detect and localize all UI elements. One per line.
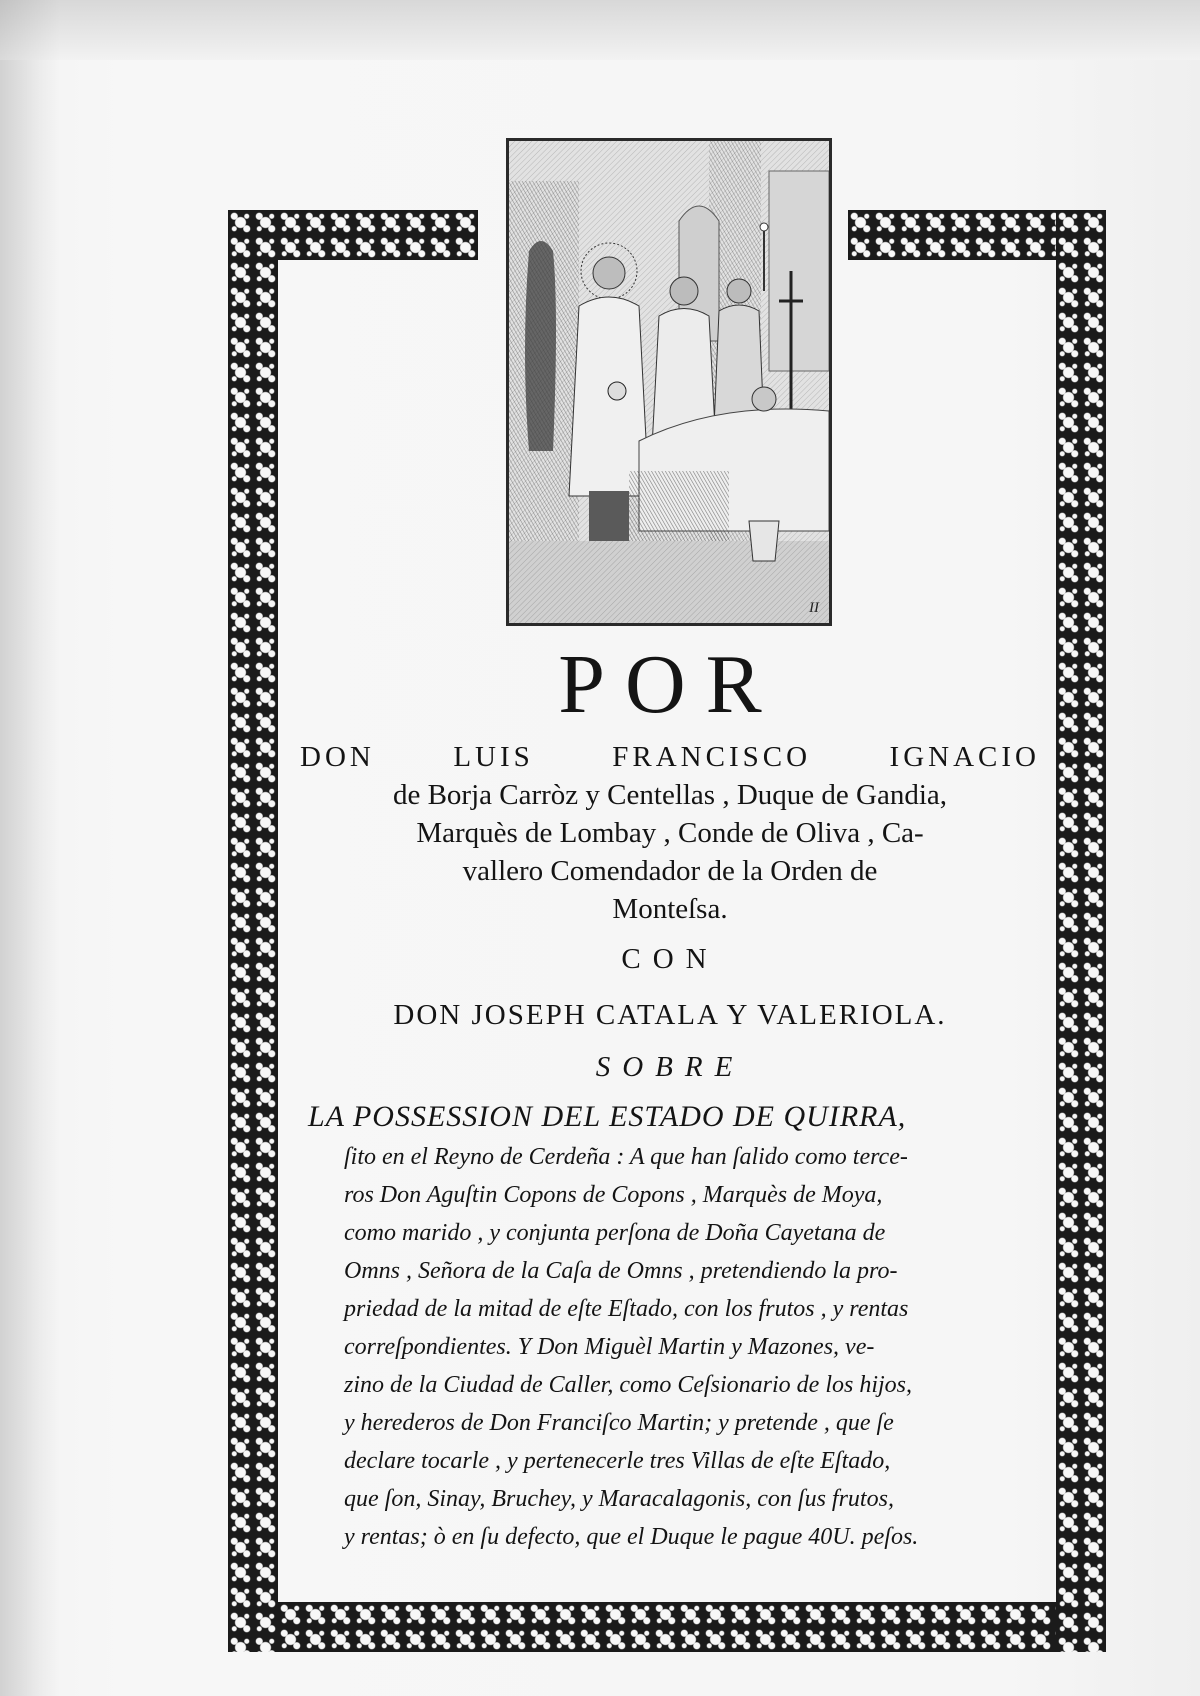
party1-line: Monteſsa. — [612, 893, 728, 925]
party1-line: de Borja Carròz y Centellas , Duque de Gandia, — [392, 779, 948, 811]
border-bottom-segment — [228, 1602, 1106, 1652]
con-heading: CON — [621, 943, 719, 975]
subject-line: que ſon, Sinay, Bruchey, y Maracalagonis, con ſus frutos, — [344, 1486, 894, 1512]
border-left-segment — [228, 210, 278, 1652]
subject-line: declare tocarle , y pertenecerle tres Villas de eſte Eſtado, — [344, 1448, 891, 1474]
subject-line: Omns , Señora de la Caſa de Omns , pretendiendo la pro- — [344, 1258, 898, 1284]
subject-line: priedad de la mitad de eſte Eſtado, con los frutos , y rentas — [344, 1296, 909, 1322]
subject-line: zino de la Ciudad de Caller, como Ceſsionario de los hijos, — [344, 1372, 912, 1398]
title-por: POR — [558, 638, 782, 731]
party1-name-word: FRANCISCO — [612, 741, 812, 773]
party1-name-line — [300, 740, 1040, 774]
subject-line: y rentas; ò en ſu defecto, que el Duque le pague 40U. peſos. — [344, 1524, 919, 1550]
subject-line: como marido , y conjunta perſona de Doña Cayetana de — [344, 1220, 886, 1246]
subject-heading: LA POSSESSION DEL ESTADO DE QUIRRA, — [308, 1100, 907, 1133]
engraving-illustration — [506, 138, 832, 626]
party1-name-word: IGNACIO — [889, 741, 1040, 773]
plate-number: II — [809, 600, 819, 616]
party1-name-word: DON — [300, 741, 375, 773]
party2-name: DON JOSEPH CATALA Y VALERIOLA. — [393, 999, 947, 1031]
subject-line: ros Don Aguſtin Copons de Copons , Marquès de Moya, — [344, 1182, 883, 1208]
subject-line: correſpondientes. Y Don Miguèl Martin y Mazones, ve- — [344, 1334, 875, 1360]
party1-name-word: LUIS — [453, 741, 534, 773]
sobre-heading: SOBRE — [595, 1051, 745, 1083]
subject-line: ſito en el Reyno de Cerdeña : A que han ſalido como terce- — [344, 1144, 908, 1170]
party1-line: vallero Comendador de la Orden de — [462, 855, 878, 887]
party1-line: Marquès de Lombay , Conde de Oliva , Ca- — [416, 817, 924, 849]
border-right-segment — [1056, 210, 1106, 1652]
page-top-edge — [0, 0, 1200, 60]
subject-line: y herederos de Don Franciſco Martin; y pretende , que ſe — [344, 1410, 894, 1436]
binding-shadow — [0, 0, 60, 1696]
engraving-scene — [509, 141, 829, 623]
